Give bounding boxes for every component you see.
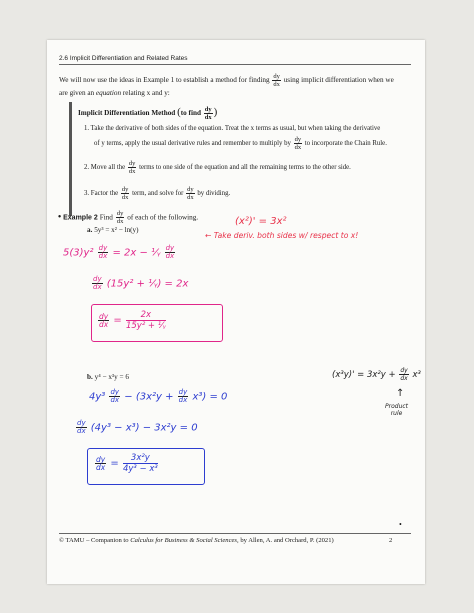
fraction-denominator: dx	[294, 144, 302, 151]
answer-fraction	[123, 453, 158, 474]
fraction-denominator: dx	[204, 114, 212, 121]
product-rule-arrow: ↑	[396, 388, 405, 399]
method-step-1-line-1: 1. Take the derivative of both sides of the equation. Treat the x terms as usual, but when taking the derivative	[84, 125, 381, 132]
fraction-dydx	[116, 210, 125, 225]
fraction-denominator: dx	[77, 427, 86, 435]
document-page	[47, 40, 425, 584]
fraction-dydx	[399, 367, 408, 382]
page-number: 2	[389, 537, 393, 544]
method-step-1-line-2	[94, 136, 387, 151]
fraction-numerator: dy	[273, 73, 280, 80]
intro-line-1	[59, 73, 394, 88]
example-prompt: of each of the following.	[127, 213, 199, 222]
fraction-numerator: dy	[116, 210, 124, 217]
part-label: a.	[87, 226, 93, 234]
part-equation: 5y³ = x² − ln(y)	[94, 226, 139, 234]
fraction-denominator: dx	[400, 375, 408, 382]
fraction-numerator: dy	[99, 312, 109, 321]
step-text: terms to one side of the equation and all the remaining terms to the other side.	[139, 164, 351, 172]
fraction-dydx	[204, 106, 213, 121]
section-header: 2.6 Implicit Differentiation and Related Rates	[59, 55, 188, 62]
step-text: 2. Move all the	[84, 164, 126, 172]
fraction-numerator: dy	[165, 244, 175, 252]
fraction-dydx	[92, 276, 103, 291]
fraction-denominator: dx	[98, 252, 108, 260]
method-title-text: Implicit Differentiation Method	[78, 109, 176, 118]
fraction-dydx	[95, 456, 106, 471]
fraction-numerator: dy	[128, 160, 136, 167]
fraction-numerator: dy	[187, 186, 194, 193]
handwritten-side-note	[332, 367, 421, 382]
fraction-numerator: dy	[98, 244, 108, 252]
hw-text: (x³y)' = 3x²y +	[332, 370, 399, 380]
fraction-denominator: dx	[121, 194, 129, 201]
stray-dot: •	[399, 520, 402, 529]
example-2-heading: • Example 2 Find $\frac{dy}{dx}$ of each of the following.	[58, 210, 199, 225]
fraction-dydx	[294, 136, 303, 151]
product-rule-label	[385, 403, 408, 417]
hw-text: 5(3)y²	[63, 247, 94, 259]
intro-text: are given an	[59, 89, 95, 97]
answer-numerator: 3x²y	[123, 453, 158, 464]
fraction-denominator: dx	[96, 463, 106, 472]
fraction-numerator: dy	[400, 367, 408, 374]
intro-emphasis: equation	[95, 89, 122, 97]
fraction-denominator: dx	[178, 396, 188, 404]
intro-text: We will now use the ideas in Example 1 to establish a method for finding	[59, 76, 270, 85]
step-text: to incorporate the Chain Rule.	[304, 140, 387, 148]
fraction-numerator: dy	[178, 388, 188, 396]
handwritten-note-instruction: ← Take deriv. both sides w/ respect to x!	[205, 231, 359, 240]
fraction-denominator: dx	[116, 218, 124, 225]
fraction-numerator: dy	[204, 106, 212, 113]
fraction-denominator: dx	[187, 194, 194, 201]
answer-denominator: 15y² + ¹⁄ᵧ	[125, 321, 166, 331]
handwritten-answer-a: $\frac{dy}{dx}$ = $\frac{2x}{\text{15y² + ¹⁄ᵧ}}$	[99, 310, 166, 331]
fraction-dydx	[109, 389, 120, 404]
footer-rule	[59, 533, 411, 534]
fraction-dydx	[98, 245, 109, 260]
handwritten-step-a1	[63, 245, 176, 260]
method-step-3	[84, 186, 230, 201]
handwritten-answer-b: $\frac{dy}{dx}$ = $\frac{\text{3x²y}}{\text{4y³ − x³}}$	[96, 453, 158, 474]
hw-text: − (3x²y +	[124, 391, 177, 403]
fraction-denominator: dx	[93, 283, 102, 291]
fraction-dydx	[178, 389, 189, 404]
part-label: b.	[87, 373, 93, 381]
hw-text: (4y³ − x³) − 3x²y = 0	[90, 422, 198, 434]
fraction-denominator: dx	[165, 252, 175, 260]
hw-text: = 2x − ¹⁄ᵧ	[112, 247, 161, 259]
step-text: 3. Factor the	[84, 190, 119, 198]
handwritten-step-a2	[91, 276, 188, 291]
part-equation: y⁴ − x³y = 6	[94, 373, 129, 381]
footer-text: © TAMU – Companion to	[59, 537, 129, 544]
fraction-denominator: dx	[99, 320, 109, 329]
step-text: of y terms, apply the usual derivative rules and remember to multiply by	[94, 140, 291, 148]
handwritten-step-b2	[75, 420, 198, 435]
fraction-numerator: dy	[121, 186, 129, 193]
hw-text: Product	[385, 403, 409, 410]
footer-text: by Allen, A. and Orchard, P. (2021)	[240, 537, 334, 544]
intro-line-2	[59, 89, 170, 97]
fraction-numerator: dy	[110, 388, 120, 396]
header-rule	[59, 64, 411, 65]
intro-text: using implicit differentiation when we	[283, 76, 394, 85]
hw-text: x³	[412, 370, 421, 380]
step-text: by dividing.	[197, 190, 231, 198]
part-b-problem	[87, 373, 129, 381]
hw-text: rule	[390, 410, 403, 417]
hw-text: (15y² + ¹⁄ᵧ) = 2x	[106, 278, 189, 290]
fraction-dydx	[272, 73, 281, 88]
method-title: Implicit Differentiation Method (to find $\frac{dy}{dx}$ )	[78, 106, 218, 121]
hw-text: 4y³	[89, 391, 106, 403]
fraction-dydx	[98, 313, 109, 328]
example-prompt: Find	[99, 213, 113, 222]
fraction-dydx	[128, 160, 137, 175]
method-title-paren: to find	[180, 109, 201, 118]
fraction-dydx	[186, 186, 195, 201]
fraction-numerator: dy	[77, 419, 86, 427]
handwritten-step-b1	[89, 389, 227, 404]
example-label: Example 2	[63, 214, 98, 222]
answer-numerator: 2x	[126, 310, 166, 321]
footer-book-title: Calculus for Business & Social Sciences,	[130, 537, 239, 544]
handwritten-note-derivative: (x²)' = 3x²	[235, 216, 287, 227]
hw-text: x³) = 0	[192, 391, 228, 403]
fraction-denominator: dx	[110, 396, 120, 404]
fraction-denominator: dx	[273, 81, 280, 88]
fraction-dydx	[76, 420, 87, 435]
footer-citation	[59, 537, 334, 544]
method-box-bar	[69, 102, 72, 216]
fraction-numerator: dy	[294, 136, 302, 143]
fraction-numerator: dy	[96, 455, 106, 464]
part-a-problem	[87, 226, 139, 234]
answer-denominator: 4y³ − x³	[122, 464, 158, 474]
fraction-dydx	[121, 186, 130, 201]
step-text: term, and solve for	[132, 190, 184, 198]
fraction-denominator: dx	[128, 168, 136, 175]
fraction-numerator: dy	[93, 275, 102, 283]
answer-fraction	[126, 310, 166, 331]
intro-text: relating x and y:	[122, 89, 170, 97]
fraction-dydx	[165, 245, 176, 260]
method-step-2	[84, 160, 351, 175]
